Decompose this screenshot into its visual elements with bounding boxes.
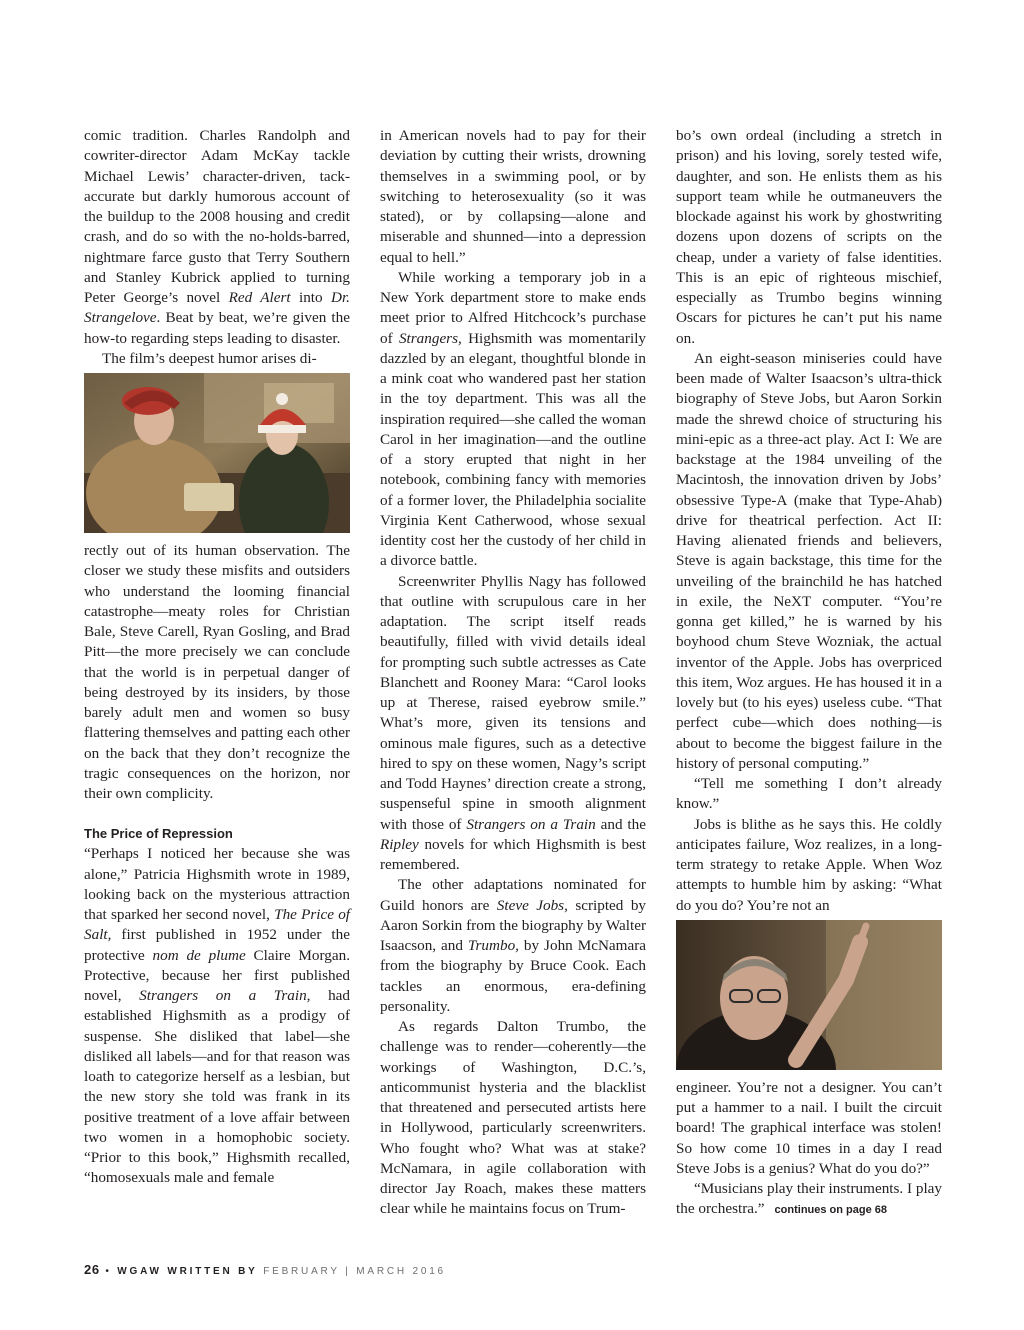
column-right [676,126,942,1221]
paragraph: Screenwriter Phyllis Nagy has followed that outline with scrupulous care in her adaptation. The script itself reads beautifully, filled with vivid details ideal for prompting such subtle actresses as Cate Blanchett and Rooney Mara: “Carol looks up at Therese, raised eyebrow smile.” What’s more, given its tensions and ominous male figures, such as a detective hired to spy on these women, Nagy’s script and Todd Haynes’ direction create a strong, suspenseful spine in smooth alignment with those of Strangers on a Train and the Ripley novels for which Highsmith is best remembered. [380,572,646,873]
paragraph: bo’s own ordeal (including a stretch in prison) and his loving, sorely tested wife, daughter, and son. He enlists them as his support team while he outmaneuvers the blockade against his work by ghostwriting dozens upon dozens of scripts on the cheap, under a variety of false identities. This is an epic of righteous mischief, especially as Trumbo begins winning Oscars for pictures he can’t put his name on. [676,127,942,347]
paragraph: comic tradition. Charles Randolph and cowriter-director Adam McKay tackle Michael Lewis’ character-driven, tack-accurate but darkly humorous account of the buildup to the 2008 housing and credit crash, and do so with the no-holds-barred, nightmare farce gusto that Terry Southern and Stanley Kubrick applied to turning Peter George’s novel Red Alert into Dr. Strangelove. Beat by beat, we’re given the how-to regarding steps leading to disaster. [84,127,350,347]
paragraph: in American novels had to pay for their deviation by cutting their wrists, drowning themselves in a swimming pool, or by switching to heterosexuality (so it was stated), or by collapsing—alone and miserable and shunned—into a depression equal to hell.” [380,127,646,266]
issue-date: FEBRUARY | MARCH 2016 [263,1266,446,1277]
page-footer [84,1262,446,1277]
page-number: 26 [84,1262,100,1277]
paragraph: As regards Dalton Trumbo, the challenge was to render—coherently—the workings of Washington, D.C.’s, anticommunist hysteria and the blacklist that threatened and persecuted artists here in Hollywood, particularly screenwriters. Who fought who? What was at stake? McNamara, in agile collaboration with director Jay Roach, makes these matters clear while he maintains focus on Trum- [380,1018,646,1218]
paragraph: The other adaptations nominated for Guild honors are Steve Jobs, scripted by Aaron Sorkin from the biography by Walter Isaacson, and Trumbo, by John McNamara from the biography by Bruce Cook. Each tackles an enormous, era-defining personality. [380,876,647,1015]
paragraph: “Musicians play their instruments. I play the orchestra.” continues on page 68 [676,1180,943,1218]
paragraph: Jobs is blithe as he says this. He coldly anticipates failure, Woz realizes, in a long-term strategy to retake Apple. When Woz attempts to humble him by asking: “What do you do? You’re not an [676,815,942,914]
paragraph: “Perhaps I noticed her because she was alone,” Patricia Highsmith wrote in 1989, looking back on the mysterious attraction that sparked her second novel, The Price of Salt, first published in 1952 under the protective nom de plume Claire Morgan. Protective, because her first published novel, Strangers on a Train, had established Highsmith as a prodigy of suspense. She disliked that label—she disliked all labels—and for that reason was loath to categorize herself as a lesbian, but the new story she told was frank in its positive treatment of a love affair between two women in a homophobic society. “Prior to this book,” Highsmith recalled, “homosexuals male and female [84,845,351,1187]
steve-jobs-film-still-image [676,920,942,1070]
paragraph: An eight-season miniseries could have been made of Walter Isaacson’s ultra-thick biography of Steve Jobs, but Aaron Sorkin made the shrewd choice of structuring his mini-epic as a three-act play. Act I: We are backstage at the 1984 unveiling of the Macintosh, the innovation driven by Jobs’ obsessive Type-A (make that Type-Ahab) drive for theatrical perfection. Act II: Having alienated friends and believers, Steve is again backstage, this time for the unveiling of the brainchild he has hatched in exile, the NeXT computer. “You’re gonna get killed,” he is warned by his boyhood chum Steve Wozniak, the actual inventor of the Apple. Jobs has overpriced this item, Woz argues. He has housed it in a lovely but (to his eyes) useless cube. “That perfect cube—which does nothing—is about to become the biggest failure in the history of personal computing.” [676,349,942,772]
photo-steve-jobs-scene [676,920,942,1070]
bullet-separator: • [105,1266,112,1277]
paragraph: While working a temporary job in a New York department store to make ends meet prior to Alfred Hitchcock’s purchase of Strangers, Highsmith was momentarily dazzled by an elegant, thoughtful blonde in a mink coat who wandered past her station in the toy department. This was all the inspiration required—she called the woman Carol in her imagination—and the outline of a story erupted that night in her notebook, combining fancy with memories of a former lover, the Philadelphia socialite Virginia Kent Catherwood, whose sexual identity cost her the custody of her child in a divorce battle. [380,268,647,570]
paragraph: “Tell me something I don’t already know.” [676,775,942,813]
column-left [84,126,350,1189]
photo-carol-scene [84,373,350,533]
paragraph: The film’s deepest humor arises di- [102,349,317,367]
publication-name: WGAW WRITTEN BY [117,1266,258,1277]
carol-film-still-image [84,373,350,533]
continues-note: continues on page 68 [774,1204,888,1217]
section-subhead: The Price of Repression [84,826,233,842]
column-middle [380,126,646,1220]
paragraph: engineer. You’re not a designer. You can’t put a hammer to a nail. I built the circuit board! The graphical interface was stolen! So how come 10 times in a day I read Steve Jobs is a genius? What do you do?” [676,1078,942,1177]
paragraph: rectly out of its human observation. The closer we study these misfits and outsiders who understand the looming financial catastrophe—meaty roles for Christian Bale, Steve Carell, Ryan Gosling, and Brad Pitt—the more precisely we can conclude that the world is in perpetual danger of being destroyed by its insiders, by those barely adult men and women so busy flattering themselves and patting each other on the back that they don’t recognize the tragic consequences on the horizon, nor their own complicity. [84,542,350,802]
